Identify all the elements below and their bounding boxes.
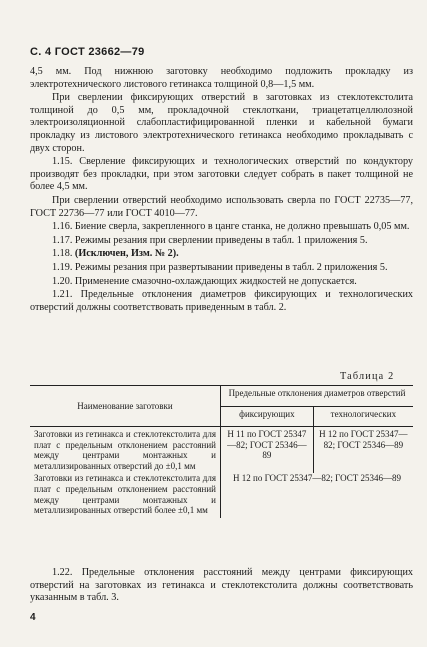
table-cell-fix: Н 11 по ГОСТ 25347—82; ГОСТ 25346—89 [221, 427, 314, 474]
table-row [30, 427, 413, 474]
table-caption: Таблица 2 [340, 371, 395, 382]
column-header-fix: фиксирующих [221, 406, 314, 427]
paragraph-1-20: 1.20. Применение смазочно-охлаждающих жидкостей не допускается. [52, 275, 357, 287]
tolerance-table [30, 385, 413, 518]
paragraph-continuation: 4,5 мм. Под нижнюю заготовку необходимо подложить прокладку из электротехнического листового гетинакса толщиной 0,8—1,5 мм. [30, 66, 413, 90]
table-cell-name: Заготовки из гетинакса и стеклотекстолита для плат с предельным отклонением расстояний между центрами монтажных и металлизированных отверстий более ±0,1 мм [34, 473, 216, 516]
page-number: 4 [30, 612, 36, 623]
paragraph-1-22: 1.22. Предельные отклонения расстояний между центрами фиксирующих отверстий на заготовках из гетинакса и стеклотекстолита должны соответствовать указанным в табл. 3. [30, 567, 413, 604]
paragraph-1-15: 1.15. Сверление фиксирующих и технологических отверстий по кондуктору производят без прокладки, при этом заготовки следует собрать в пакет толщиной не более 4,5 мм. [30, 156, 413, 193]
paragraph-1-19: 1.19. Режимы резания при развертывании приведены в табл. 2 приложения 5. [52, 261, 388, 273]
paragraph-1-16: 1.16. Биение сверла, закрепленного в цанге станка, не должно превышать 0,05 мм. [52, 221, 410, 233]
table-cell-name: Заготовки из гетинакса и стеклотекстолита для плат с предельным отклонением расстояний между центрами монтажных и металлизированных отверстий до ±0,1 мм [34, 429, 216, 471]
paragraph-1-18-number: 1.18. [52, 248, 73, 260]
column-header-name: Наименование заготовки [30, 386, 221, 427]
paragraph-1-18 [30, 248, 413, 261]
paragraph-drills: При сверлении отверстий необходимо использовать сверла по ГОСТ 22735—77, ГОСТ 22736—77 или ГОСТ 4010—77. [30, 194, 413, 219]
table-row [30, 473, 413, 517]
page-header: С. 4 ГОСТ 23662—79 [30, 46, 145, 58]
paragraph-1-21: 1.21. Предельные отклонения диаметров фиксирующих и технологических отверстий должны соответствовать приведенным в табл. 2. [30, 289, 413, 313]
paragraph-1-18-text: (Исключен, Изм. № 2). [74, 248, 179, 260]
paragraph-drilling-pads: При сверлении фиксирующих отверстий в заготовках из стеклотекстолита толщиной до 0,5 мм, прокладочной стеклоткани, триацетатцеллюлозной электроизоляционной слабопластифицированной пленки и кабельной бумаги прокладку из листового электротехнического гетинакса необходимо прокладывать с двух сторон. [30, 92, 413, 154]
column-header-group: Предельные отклонения диаметров отверстий [221, 386, 414, 407]
table-cell-tech: Н 12 по ГОСТ 25347—82; ГОСТ 25346—89 [313, 427, 413, 474]
body-text [30, 66, 413, 315]
table-cell-both: Н 12 по ГОСТ 25347—82; ГОСТ 25346—89 [221, 473, 414, 517]
paragraph-1-17: 1.17. Режимы резания при сверлении приведены в табл. 1 приложения 5. [52, 234, 368, 246]
column-header-tech: технологических [313, 406, 413, 427]
